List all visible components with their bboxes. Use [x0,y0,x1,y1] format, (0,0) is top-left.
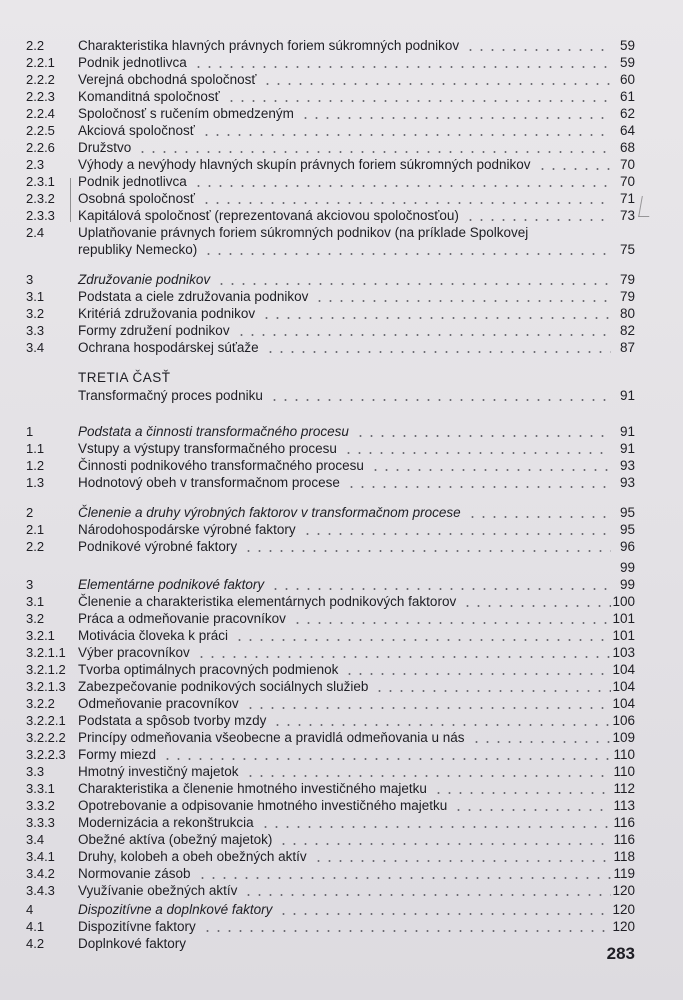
page-ref: 99 [619,560,635,575]
toc-entry [0,936,683,956]
toc-entry [0,475,683,495]
dot-leader [344,673,611,675]
page-ref: 70 [619,157,635,172]
section-title: Hodnotový obeh v transformačnom procese [78,475,340,490]
dot-leader [202,930,611,932]
dot-leader [201,202,611,204]
section-title: Podnik jednotlivca [78,174,187,189]
section-title: Normovanie zásob [78,866,191,881]
dot-leader [201,134,611,136]
dot-leader [374,690,611,692]
dot-leader [453,809,611,811]
section-title: Podnik jednotlivca [78,55,187,70]
dot-leader [272,724,611,726]
section-number: 3.1 [26,594,45,609]
dot-leader [370,469,611,471]
section-title: Výhody a nevýhody hlavných skupín právnych foriem súkromných podnikov [78,157,531,172]
page-ref: 106 [612,713,635,728]
section-title: Odmeňovanie pracovníkov [78,696,239,711]
section-title: Členenie a druhy výrobných faktorov v transformačnom procese [78,505,461,520]
section-number: 1.2 [26,458,45,473]
section-number: 2.2.1 [26,55,55,70]
dot-leader [262,83,611,85]
section-number: 2.2 [26,38,45,53]
page-ref: 93 [619,475,635,490]
section-title: Opotrebovanie a odpisovanie hmotného investičného majetku [78,798,448,813]
dot-leader [261,317,611,319]
section-number: 3.2.2.1 [26,713,66,728]
dot-leader [462,605,611,607]
dot-leader [243,550,611,552]
page-ref: 96 [619,539,635,554]
section-title: Transformačný proces podniku [78,388,263,403]
section-number: 3.2.1.2 [26,662,66,677]
section-number: 2.2.3 [26,89,55,104]
page-number: 283 [606,944,635,963]
section-number: 1 [26,424,34,439]
section-number: 3.3.3 [26,815,55,830]
page-ref: 116 [613,832,635,847]
pencil-margin-line [70,178,71,222]
dot-leader [197,877,611,879]
section-title: Družstvo [78,140,132,155]
page-ref: 79 [619,289,635,304]
dot-leader [471,741,611,743]
section-number: 3.4.1 [26,849,55,864]
section-number: 3.3 [26,764,45,779]
dot-leader [278,843,611,845]
dot-leader [162,758,611,760]
section-title: Uplatňovanie právnych foriem súkromných podnikov (na príklade Spolkovej [78,225,529,240]
section-title: Hmotný investičný majetok [78,764,239,779]
section-number: 3.2.2.3 [26,747,66,762]
section-number: 2.4 [26,225,45,240]
page-ref: 91 [619,388,635,403]
section-title: Práca a odmeňovanie pracovníkov [78,611,286,626]
section-number: 3.2.1 [26,628,55,643]
section-title: Akciová spoločnosť [78,123,195,138]
section-number: 3.3.1 [26,781,55,796]
dot-leader [346,486,611,488]
page-ref: 75 [619,242,635,257]
section-number: 2.1 [26,522,45,537]
section-title: Komanditná spoločnosť [78,89,220,104]
section-title: Kritériá združovania podnikov [78,306,256,321]
page-ref: 101 [612,628,635,643]
page-ref: 110 [613,747,635,762]
section-title: Dispozitívne faktory [78,919,196,934]
dot-leader [537,168,611,170]
section-title: Podnikové výrobné faktory [78,539,238,554]
section-title: Verejná obchodná spoločnosť [78,72,257,87]
section-number: 3.2.2.2 [26,730,66,745]
section-number: 3.2.1.3 [26,679,66,694]
dot-leader [300,117,611,119]
section-number: 3.2 [26,306,45,321]
page-ref: 59 [619,55,635,70]
section-title: Obežné aktíva (obežný majetok) [78,832,273,847]
dot-leader [465,219,611,221]
dot-leader [467,516,611,518]
page-ref: 109 [612,730,635,745]
page-ref: 100 [612,594,635,609]
section-number: 2.3.2 [26,191,55,206]
dot-leader [269,399,611,401]
page-ref: 99 [619,577,635,592]
page-ref: 120 [612,919,635,934]
section-title: Charakteristika a členenie hmotného investičného majetku [78,781,427,796]
dot-leader [265,351,611,353]
section-title: Členenie a charakteristika elementárnych podnikových faktorov [78,594,457,609]
page-ref: 91 [619,424,635,439]
page-ref: 64 [619,123,635,138]
section-number: 2.3.3 [26,208,55,223]
section-number: 4 [26,902,34,917]
dot-leader [278,913,611,915]
dot-leader [234,639,611,641]
toc-entry [0,242,683,262]
dot-leader [193,66,611,68]
section-number: 3.2.1.1 [26,645,66,660]
section-title: Činnosti podnikového transformačného procesu [78,458,364,473]
page-ref: 82 [619,323,635,338]
section-number: 3.4 [26,832,45,847]
dot-leader [236,334,611,336]
page-ref: 71 [619,191,635,206]
dot-leader [270,588,611,590]
dot-leader [196,656,611,658]
dot-leader [343,452,611,454]
section-title: Formy miezd [78,747,157,762]
section-number: 2.2.2 [26,72,55,87]
section-title: Vstupy a výstupy transformačného procesu [78,441,337,456]
section-title: Podstata a spôsob tvorby mzdy [78,713,267,728]
page-ref: 113 [613,798,635,813]
page-ref: 112 [613,781,635,796]
section-number: 2.3.1 [26,174,55,189]
section-number: 2.2.5 [26,123,55,138]
dot-leader [193,185,611,187]
page-ref: 116 [613,815,635,830]
section-title: Princípy odmeňovania všeobecne a pravidlá odmeňovania u nás [78,730,465,745]
section-number: 2.2 [26,539,45,554]
section-number: 2.3 [26,157,45,172]
page-ref: 95 [619,522,635,537]
section-number: 3.4.2 [26,866,55,881]
section-title: Podstata a činnosti transformačného procesu [78,424,349,439]
dot-leader [355,435,611,437]
section-title: Kapitálová spoločnosť (reprezentovaná akciovou spoločnosťou) [78,208,459,223]
dot-leader [245,775,611,777]
page-ref: 73 [619,208,635,223]
page-ref: 70 [619,174,635,189]
section-title: Výber pracovníkov [78,645,190,660]
page-ref: 104 [612,696,635,711]
section-number: 3.2.2 [26,696,55,711]
section-number: 3 [26,272,34,287]
dot-leader [243,894,611,896]
page-ref: 120 [612,902,635,917]
dot-leader [137,151,611,153]
page-ref: 60 [619,72,635,87]
section-title: Motivácia človeka k práci [78,628,229,643]
section-title: Národohospodárske výrobné faktory [78,522,296,537]
section-number: 4.2 [26,936,45,951]
section-number: 3.4 [26,340,45,355]
section-number: 3.1 [26,289,45,304]
section-number: 2.2.6 [26,140,55,155]
section-number: 4.1 [26,919,45,934]
section-number: 1.1 [26,441,45,456]
dot-leader [465,49,611,51]
toc-entry [0,340,683,360]
dot-leader [302,533,611,535]
page-ref: 61 [619,89,635,104]
dot-leader [433,792,611,794]
section-title: Zabezpečovanie podnikových sociálnych služieb [78,679,369,694]
dot-leader [313,860,611,862]
page-ref: 95 [619,505,635,520]
section-title: republiky Nemecko) [78,242,198,257]
section-number: 3.2 [26,611,45,626]
toc-entry [0,539,683,559]
section-title: Ochrana hospodárskej súťaže [78,340,259,355]
page-ref: 118 [613,849,635,864]
page-ref: 119 [613,866,635,881]
page-ref: 110 [613,764,635,779]
section-number: 1.3 [26,475,45,490]
section-title: Druhy, kolobeh a obeh obežných aktív [78,849,307,864]
page-ref: 68 [619,140,635,155]
section-number: 3.4.3 [26,883,55,898]
page-ref: 103 [612,645,635,660]
section-number: 3.3 [26,323,45,338]
section-title: Modernizácia a rekonštrukcia [78,815,254,830]
page-ref: 79 [619,272,635,287]
section-number: 3 [26,577,34,592]
dot-leader [314,300,611,302]
toc-entry [0,388,683,408]
dot-leader [245,707,611,709]
section-title: Združovanie podnikov [78,272,211,287]
section-title: Charakteristika hlavných právnych foriem súkromných podnikov [78,38,460,53]
dot-leader [203,253,611,255]
section-title: Doplnkové faktory [78,936,187,951]
dot-leader [260,826,611,828]
page-ref: 93 [619,458,635,473]
section-title: Formy združení podnikov [78,323,230,338]
page-ref: 59 [619,38,635,53]
dot-leader [292,622,611,624]
page-ref: 104 [612,662,635,677]
page-ref: 104 [612,679,635,694]
page-ref: 87 [619,340,635,355]
section-title: Osobná spoločnosť [78,191,195,206]
toc-entry [0,370,683,390]
section-number: 3.3.2 [26,798,55,813]
section-title: Elementárne podnikové faktory [78,577,265,592]
dot-leader [216,283,611,285]
section-title: Dispozitívne a doplnkové faktory [78,902,273,917]
toc-entry [0,883,683,903]
page-ref: 120 [612,883,635,898]
page-ref: 101 [612,611,635,626]
dot-leader [226,100,611,102]
section-number: 2 [26,505,34,520]
section-title: Tvorba optimálnych pracovných podmienok [78,662,339,677]
section-title: Podstata a ciele združovania podnikov [78,289,309,304]
page-ref: 80 [619,306,635,321]
page-ref: 62 [619,106,635,121]
part-heading: TRETIA ČASŤ [78,370,171,385]
section-title: Spoločnosť s ručením obmedzeným [78,106,294,121]
page-ref: 91 [619,441,635,456]
section-number: 2.2.4 [26,106,55,121]
section-title: Využívanie obežných aktív [78,883,238,898]
